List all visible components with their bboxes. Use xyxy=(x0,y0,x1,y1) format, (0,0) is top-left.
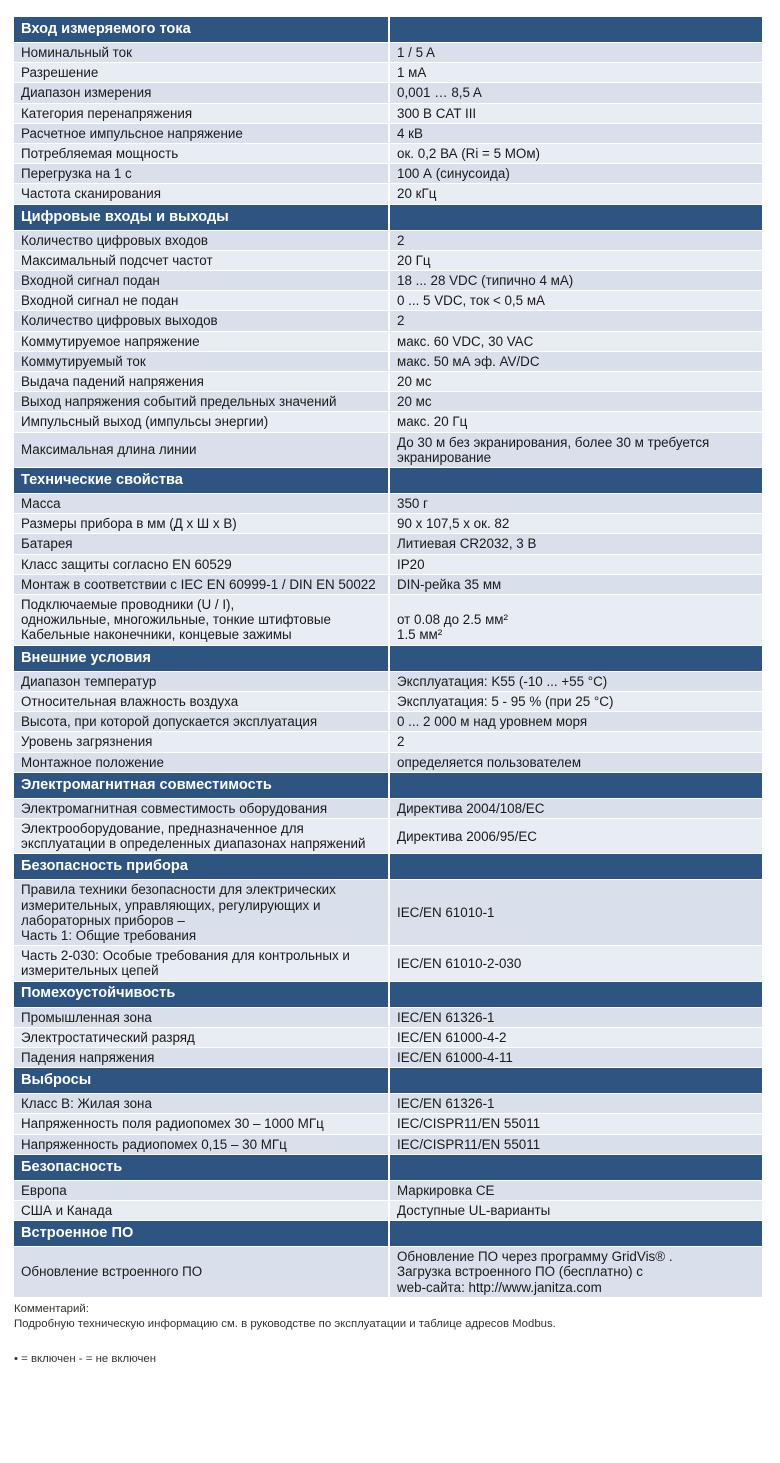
spec-label: Электростатический разряд xyxy=(14,1027,389,1047)
spec-label: Максимальный подсчет частот xyxy=(14,250,389,270)
spec-label: Диапазон температур xyxy=(14,671,389,691)
table-row xyxy=(14,1247,762,1298)
spec-value: 20 мс xyxy=(389,392,762,412)
table-row xyxy=(14,230,762,250)
spec-value: макс. 50 мА эф. AV/DC xyxy=(389,351,762,371)
spec-value: 18 ... 28 VDC (типично 4 мА) xyxy=(389,271,762,291)
spec-value: макс. 60 VDC, 30 VAC xyxy=(389,331,762,351)
spec-label: Номинальный ток xyxy=(14,43,389,63)
spec-label: Коммутируемое напряжение xyxy=(14,331,389,351)
section-title: Помехоустойчивость xyxy=(14,981,389,1007)
section-title: Безопасность прибора xyxy=(14,854,389,880)
spec-value: 100 А (синусоида) xyxy=(389,164,762,184)
table-row xyxy=(14,291,762,311)
section-header-blank xyxy=(389,1068,762,1094)
spec-label: Количество цифровых входов xyxy=(14,230,389,250)
table-row xyxy=(14,144,762,164)
section-title: Выбросы xyxy=(14,1068,389,1094)
table-row xyxy=(14,1047,762,1067)
spec-value: IEC/EN 61326-1 xyxy=(389,1007,762,1027)
table-row xyxy=(14,250,762,270)
spec-value: 2 xyxy=(389,230,762,250)
spec-value: 0,001 … 8,5 A xyxy=(389,83,762,103)
spec-value: Маркировка CE xyxy=(389,1180,762,1200)
table-row xyxy=(14,63,762,83)
section-header-blank xyxy=(389,645,762,671)
spec-value: 20 мс xyxy=(389,372,762,392)
table-row xyxy=(14,1180,762,1200)
table-row xyxy=(14,1200,762,1220)
notes-text: Подробную техническую информацию см. в руководстве по эксплуатации и таблице адресов Modbus. xyxy=(14,1317,556,1330)
section-title: Встроенное ПО xyxy=(14,1221,389,1247)
spec-label: Относительная влажность воздуха xyxy=(14,691,389,711)
spec-label: Батарея xyxy=(14,534,389,554)
section-header-blank xyxy=(389,981,762,1007)
table-row xyxy=(14,514,762,534)
spec-label: США и Канада xyxy=(14,1200,389,1220)
spec-label: Диапазон измерения xyxy=(14,83,389,103)
table-row xyxy=(14,123,762,143)
spec-label: Перегрузка на 1 с xyxy=(14,164,389,184)
section-header xyxy=(14,981,762,1007)
table-row xyxy=(14,372,762,392)
spec-value: Доступные UL-варианты xyxy=(389,1200,762,1220)
section-header xyxy=(14,1221,762,1247)
spec-value: IEC/EN 61010-1 xyxy=(389,880,762,946)
spec-label: Выход напряжения событий предельных значений xyxy=(14,392,389,412)
table-row xyxy=(14,43,762,63)
spec-label: Класс защиты согласно EN 60529 xyxy=(14,554,389,574)
spec-label: Напряженность радиопомех 0,15 – 30 МГц xyxy=(14,1134,389,1154)
spec-value: До 30 м без экранирования, более 30 м требуется экранирование xyxy=(389,432,762,467)
table-row xyxy=(14,798,762,818)
table-row xyxy=(14,164,762,184)
table-row xyxy=(14,554,762,574)
spec-value: 1 мА xyxy=(389,63,762,83)
spec-table xyxy=(14,17,762,1298)
section-header xyxy=(14,468,762,494)
section-header xyxy=(14,1154,762,1180)
table-row xyxy=(14,311,762,331)
section-title: Внешние условия xyxy=(14,645,389,671)
spec-value: Обновление ПО через программу GridVis® . Загрузка встроенного ПО (бесплатно) с web-сайта: http://www.janitza.com xyxy=(389,1247,762,1298)
table-row xyxy=(14,331,762,351)
spec-value: 1 / 5 A xyxy=(389,43,762,63)
spec-value: 0 ... 5 VDC, ток < 0,5 мА xyxy=(389,291,762,311)
spec-value: 20 Гц xyxy=(389,250,762,270)
spec-label: Промышленная зона xyxy=(14,1007,389,1027)
spec-label: Импульсный выход (импульсы энергии) xyxy=(14,412,389,432)
table-row xyxy=(14,83,762,103)
spec-label: Европа xyxy=(14,1180,389,1200)
spec-value: IEC/EN 61000-4-2 xyxy=(389,1027,762,1047)
table-row xyxy=(14,271,762,291)
spec-label: Входной сигнал подан xyxy=(14,271,389,291)
section-header xyxy=(14,645,762,671)
spec-value: IEC/EN 61326-1 xyxy=(389,1094,762,1114)
table-row xyxy=(14,712,762,732)
spec-label: Монтаж в соответствии с IEC EN 60999-1 / DIN EN 50022 xyxy=(14,574,389,594)
table-row xyxy=(14,534,762,554)
notes xyxy=(14,1302,780,1332)
spec-label: Часть 2-030: Особые требования для контрольных и измерительных цепей xyxy=(14,946,389,981)
spec-label: Правила техники безопасности для электрических измерительных, управляющих, регулирующих и лабораторных приборов – Часть 1: Общие требования xyxy=(14,880,389,946)
table-row xyxy=(14,1094,762,1114)
spec-label: Напряженность поля радиопомех 30 – 1000 МГц xyxy=(14,1114,389,1134)
table-row xyxy=(14,574,762,594)
table-row xyxy=(14,494,762,514)
spec-label: Подключаемые проводники (U / I), одножильные, многожильные, тонкие штифтовые Кабельные наконечники, концевые зажимы xyxy=(14,595,389,646)
spec-label: Максимальная длина линии xyxy=(14,432,389,467)
table-row xyxy=(14,1134,762,1154)
spec-value: Директива 2004/108/EC xyxy=(389,798,762,818)
section-header-blank xyxy=(389,204,762,230)
section-header-blank xyxy=(389,772,762,798)
section-header xyxy=(14,17,762,43)
spec-value: Эксплуатация: K55 (-10 ... +55 °C) xyxy=(389,671,762,691)
spec-label: Количество цифровых выходов xyxy=(14,311,389,331)
section-header-blank xyxy=(389,1221,762,1247)
table-row xyxy=(14,392,762,412)
spec-value: 90 х 107,5 х ок. 82 xyxy=(389,514,762,534)
table-row xyxy=(14,1027,762,1047)
table-row xyxy=(14,184,762,204)
section-title: Электромагнитная совместимость xyxy=(14,772,389,798)
legend: • = включен - = не включен xyxy=(14,1352,157,1365)
spec-value: DIN-рейка 35 мм xyxy=(389,574,762,594)
spec-label: Потребляемая мощность xyxy=(14,144,389,164)
section-header xyxy=(14,854,762,880)
spec-value: 20 кГц xyxy=(389,184,762,204)
spec-value: определяется пользователем xyxy=(389,752,762,772)
spec-value: 4 кВ xyxy=(389,123,762,143)
spec-label: Коммутируемый ток xyxy=(14,351,389,371)
spec-label: Размеры прибора в мм (Д х Ш х В) xyxy=(14,514,389,534)
spec-label: Разрешение xyxy=(14,63,389,83)
section-title: Вход измеряемого тока xyxy=(14,17,389,43)
spec-label: Класс B: Жилая зона xyxy=(14,1094,389,1114)
table-row xyxy=(14,103,762,123)
spec-value: от 0.08 до 2.5 мм² 1.5 мм² xyxy=(389,595,762,646)
table-row xyxy=(14,818,762,853)
spec-value: Эксплуатация: 5 - 95 % (при 25 °C) xyxy=(389,691,762,711)
table-row xyxy=(14,595,762,646)
spec-value: 300 В CAT III xyxy=(389,103,762,123)
spec-label: Категория перенапряжения xyxy=(14,103,389,123)
table-row xyxy=(14,752,762,772)
spec-value: IP20 xyxy=(389,554,762,574)
spec-label: Падения напряжения xyxy=(14,1047,389,1067)
spec-value: IEC/CISPR11/EN 55011 xyxy=(389,1134,762,1154)
table-row xyxy=(14,671,762,691)
table-row xyxy=(14,880,762,946)
spec-value: IEC/EN 61010-2-030 xyxy=(389,946,762,981)
table-row xyxy=(14,432,762,467)
spec-value: 350 г xyxy=(389,494,762,514)
spec-value: Директива 2006/95/EC xyxy=(389,818,762,853)
spec-value: Литиевая CR2032, 3 В xyxy=(389,534,762,554)
section-title: Технические свойства xyxy=(14,468,389,494)
table-row xyxy=(14,691,762,711)
spec-value: 2 xyxy=(389,311,762,331)
table-row xyxy=(14,351,762,371)
spec-label: Уровень загрязнения xyxy=(14,732,389,752)
spec-label: Обновление встроенного ПО xyxy=(14,1247,389,1298)
spec-label: Высота, при которой допускается эксплуатация xyxy=(14,712,389,732)
section-title: Цифровые входы и выходы xyxy=(14,204,389,230)
spec-label: Входной сигнал не подан xyxy=(14,291,389,311)
section-header-blank xyxy=(389,17,762,43)
table-row xyxy=(14,946,762,981)
table-row xyxy=(14,412,762,432)
spec-value: 0 ... 2 000 м над уровнем моря xyxy=(389,712,762,732)
section-header-blank xyxy=(389,1154,762,1180)
section-header-blank xyxy=(389,468,762,494)
spec-label: Частота сканирования xyxy=(14,184,389,204)
spec-label: Расчетное импульсное напряжение xyxy=(14,123,389,143)
spec-label: Масса xyxy=(14,494,389,514)
spec-value: IEC/CISPR11/EN 55011 xyxy=(389,1114,762,1134)
section-title: Безопасность xyxy=(14,1154,389,1180)
table-row xyxy=(14,1114,762,1134)
spec-label: Электромагнитная совместимость оборудования xyxy=(14,798,389,818)
spec-label: Выдача падений напряжения xyxy=(14,372,389,392)
section-header xyxy=(14,1068,762,1094)
spec-value: 2 xyxy=(389,732,762,752)
notes-heading: Комментарий: xyxy=(14,1302,89,1315)
spec-label: Электрооборудование, предназначенное для эксплуатации в определенных диапазонах напряжений xyxy=(14,818,389,853)
section-header-blank xyxy=(389,854,762,880)
spec-value: ок. 0,2 ВА (Ri = 5 МОм) xyxy=(389,144,762,164)
section-header xyxy=(14,204,762,230)
table-row xyxy=(14,732,762,752)
table-row xyxy=(14,1007,762,1027)
spec-value: макс. 20 Гц xyxy=(389,412,762,432)
spec-label: Монтажное положение xyxy=(14,752,389,772)
section-header xyxy=(14,772,762,798)
spec-value: IEC/EN 61000-4-11 xyxy=(389,1047,762,1067)
